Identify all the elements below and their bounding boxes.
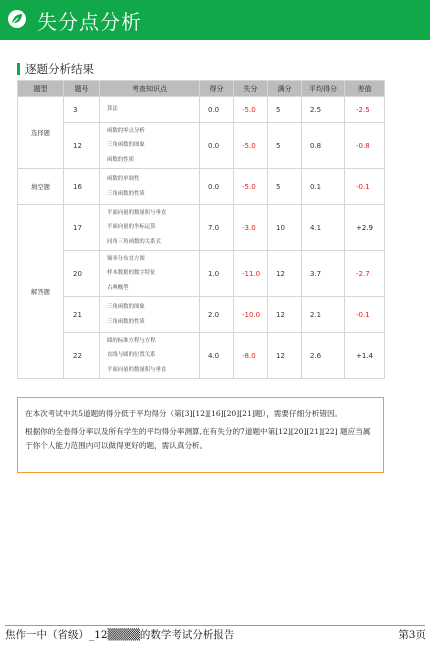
difference-cell: -0.8 <box>345 123 385 169</box>
column-header: 失分 <box>234 81 268 97</box>
footer-report-title: 焦作一中（省级）_12▒▒▒▒的数学考试分析报告 <box>5 629 235 641</box>
page-title: 失分点分析 <box>37 10 142 34</box>
score-cell: 0.0 <box>200 169 234 205</box>
difference-cell: -0.1 <box>345 169 385 205</box>
column-header: 平均得分 <box>302 81 345 97</box>
analysis-table <box>17 80 385 379</box>
header-bar <box>0 0 430 40</box>
knowledge-point: 古典概型 <box>107 284 129 291</box>
question-number-cell: 12 <box>64 123 100 169</box>
knowledge-point: 三角函数的性质 <box>107 190 145 197</box>
knowledge-point: 函数的单调性 <box>107 176 140 182</box>
table-row <box>18 169 385 205</box>
difference-cell: +1.4 <box>345 333 385 379</box>
difference-cell: -2.7 <box>345 251 385 297</box>
table-header-row <box>18 81 385 97</box>
score-cell: 4.0 <box>200 333 234 379</box>
full-score-cell: 5 <box>268 123 302 169</box>
question-number-cell: 16 <box>64 169 100 205</box>
leaf-logo-icon <box>7 9 27 29</box>
column-header: 满分 <box>268 81 302 97</box>
question-number-cell: 3 <box>64 97 100 123</box>
difference-cell: -2.5 <box>345 97 385 123</box>
question-number-cell: 20 <box>64 251 100 297</box>
knowledge-point: 同角三角函数的关系式 <box>107 238 161 245</box>
knowledge-point: 圆的标准方程与方程 <box>107 337 156 344</box>
question-number-cell: 21 <box>64 297 100 333</box>
knowledge-points-cell <box>100 333 200 379</box>
score-cell: 2.0 <box>200 297 234 333</box>
knowledge-points-cell <box>100 97 200 123</box>
knowledge-points-cell <box>100 123 200 169</box>
knowledge-point: 样本数据的数字特征 <box>107 270 156 277</box>
average-score-cell: 0.1 <box>302 169 345 205</box>
score-cell: 0.0 <box>200 123 234 169</box>
knowledge-point: 平面向量的数量积与垂直 <box>107 209 167 216</box>
table-row <box>18 97 385 123</box>
column-header: 得分 <box>200 81 234 97</box>
table-row <box>18 251 385 297</box>
table-row <box>18 205 385 251</box>
table-body <box>18 97 385 379</box>
table-row <box>18 123 385 169</box>
loss-cell: -5.0 <box>234 97 268 123</box>
table-row <box>18 333 385 379</box>
full-score-cell: 12 <box>268 333 302 379</box>
footer-page-number: 第3页 <box>398 629 426 641</box>
knowledge-points-cell <box>100 297 200 333</box>
score-cell: 1.0 <box>200 251 234 297</box>
average-score-cell: 2.5 <box>302 97 345 123</box>
knowledge-points-cell <box>100 169 200 205</box>
section-marker <box>17 63 20 75</box>
table-row <box>18 297 385 333</box>
question-type-cell: 选择题 <box>18 97 64 169</box>
difference-cell: +2.9 <box>345 205 385 251</box>
question-type-cell: 解答题 <box>18 205 64 379</box>
full-score-cell: 12 <box>268 297 302 333</box>
average-score-cell: 4.1 <box>302 205 345 251</box>
knowledge-point: 直线与圆的位置关系 <box>107 352 156 359</box>
knowledge-point: 算法 <box>107 106 118 113</box>
loss-cell: -5.0 <box>234 123 268 169</box>
knowledge-point: 函数的零点分析 <box>107 127 145 134</box>
knowledge-points-cell <box>100 251 200 297</box>
column-header: 题号 <box>64 81 100 97</box>
knowledge-point: 三角函数的图象 <box>107 142 145 149</box>
section-title: 逐题分析结果 <box>25 62 94 76</box>
score-cell: 0.0 <box>200 97 234 123</box>
knowledge-point: 三角函数的图象 <box>107 304 145 310</box>
full-score-cell: 10 <box>268 205 302 251</box>
knowledge-point: 函数的性质 <box>107 156 134 163</box>
knowledge-point: 频率分布直方图 <box>107 255 145 262</box>
knowledge-points-cell <box>100 205 200 251</box>
question-number-cell: 17 <box>64 205 100 251</box>
average-score-cell: 0.8 <box>302 123 345 169</box>
difference-cell: -0.1 <box>345 297 385 333</box>
knowledge-point: 平面向量的坐标运算 <box>107 224 156 231</box>
knowledge-point: 三角函数的性质 <box>107 318 145 325</box>
question-type-cell: 填空题 <box>18 169 64 205</box>
question-number-cell: 22 <box>64 333 100 379</box>
note-paragraph-1: 在本次考试中共5道题的得分低于平均得分（第[3][12][16][20][21]题），需要仔细分析错因。 <box>25 409 343 418</box>
knowledge-point: 平面向量的数量积与垂直 <box>107 366 167 373</box>
average-score-cell: 3.7 <box>302 251 345 297</box>
column-header: 题型 <box>18 81 64 97</box>
loss-cell: -5.0 <box>234 169 268 205</box>
average-score-cell: 2.1 <box>302 297 345 333</box>
footer-divider <box>5 625 425 626</box>
column-header: 考查知识点 <box>100 81 200 97</box>
loss-cell: -3.0 <box>234 205 268 251</box>
full-score-cell: 12 <box>268 251 302 297</box>
score-cell: 7.0 <box>200 205 234 251</box>
full-score-cell: 5 <box>268 169 302 205</box>
analysis-note <box>17 397 384 473</box>
loss-cell: -8.0 <box>234 333 268 379</box>
full-score-cell: 5 <box>268 97 302 123</box>
loss-cell: -11.0 <box>234 251 268 297</box>
column-header: 差值 <box>345 81 385 97</box>
loss-cell: -10.0 <box>234 297 268 333</box>
average-score-cell: 2.6 <box>302 333 345 379</box>
note-paragraph-2: 根据你的全卷得分率以及所有学生的平均得分率测算,在有失分的7道题中第[12][20][21][22] 题应当属于你个人能力范围内可以做得更好的题，需认真分析。 <box>25 427 371 450</box>
